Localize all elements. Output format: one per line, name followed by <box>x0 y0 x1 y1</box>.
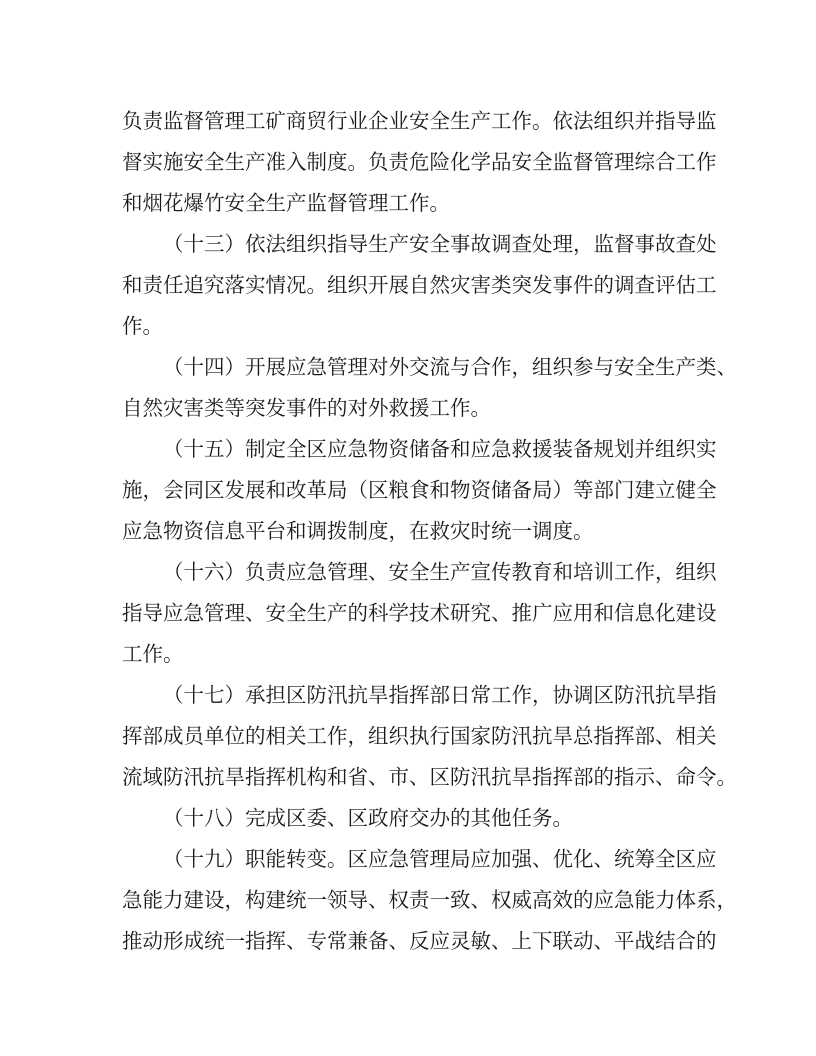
text-line: 推动形成统一指挥、专常兼备、反应灵敏、上下联动、平战结合的 <box>122 929 717 953</box>
text-line: 施，会同区发展和改革局（区粮食和物资储备局）等部门建立健全 <box>122 478 717 502</box>
text-line: 急能力建设，构建统一领导、权责一致、权威高效的应急能力体系， <box>122 888 737 912</box>
text-line: 自然灾害类等突发事件的对外救援工作。 <box>122 396 491 420</box>
text-line: 和烟花爆竹安全生产监督管理工作。 <box>122 191 450 215</box>
text-line: 流域防汛抗旱指挥机构和省、市、区防汛抗旱指挥部的指示、命令。 <box>122 765 737 789</box>
text-line: （十五）制定全区应急物资储备和应急救援装备规划并组织实 <box>163 437 717 461</box>
text-line: （十六）负责应急管理、安全生产宣传教育和培训工作，组织 <box>163 560 717 584</box>
document-body <box>122 101 737 962</box>
text-line: 挥部成员单位的相关工作，组织执行国家防汛抗旱总指挥部、相关 <box>122 724 717 748</box>
text-line: 应急物资信息平台和调拨制度，在救灾时统一调度。 <box>122 519 594 543</box>
text-line: （十七）承担区防汛抗旱指挥部日常工作，协调区防汛抗旱指 <box>163 683 717 707</box>
text-line: （十九）职能转变。区应急管理局应加强、优化、统筹全区应 <box>163 847 717 871</box>
text-line: 负责监督管理工矿商贸行业企业安全生产工作。依法组织并指导监 <box>122 109 717 133</box>
text-line: 指导应急管理、安全生产的科学技术研究、推广应用和信息化建设 <box>122 601 717 625</box>
text-line: 作。 <box>122 314 163 338</box>
text-line: 督实施安全生产准入制度。负责危险化学品安全监督管理综合工作 <box>122 150 717 174</box>
text-line: 和责任追究落实情况。组织开展自然灾害类突发事件的调查评估工 <box>122 273 717 297</box>
text-line: 工作。 <box>122 642 184 666</box>
text-line: （十三）依法组织指导生产安全事故调查处理，监督事故查处 <box>163 232 717 256</box>
text-line: （十四）开展应急管理对外交流与合作，组织参与安全生产类、 <box>163 355 737 379</box>
text-line: （十八）完成区委、区政府交办的其他任务。 <box>163 806 573 830</box>
